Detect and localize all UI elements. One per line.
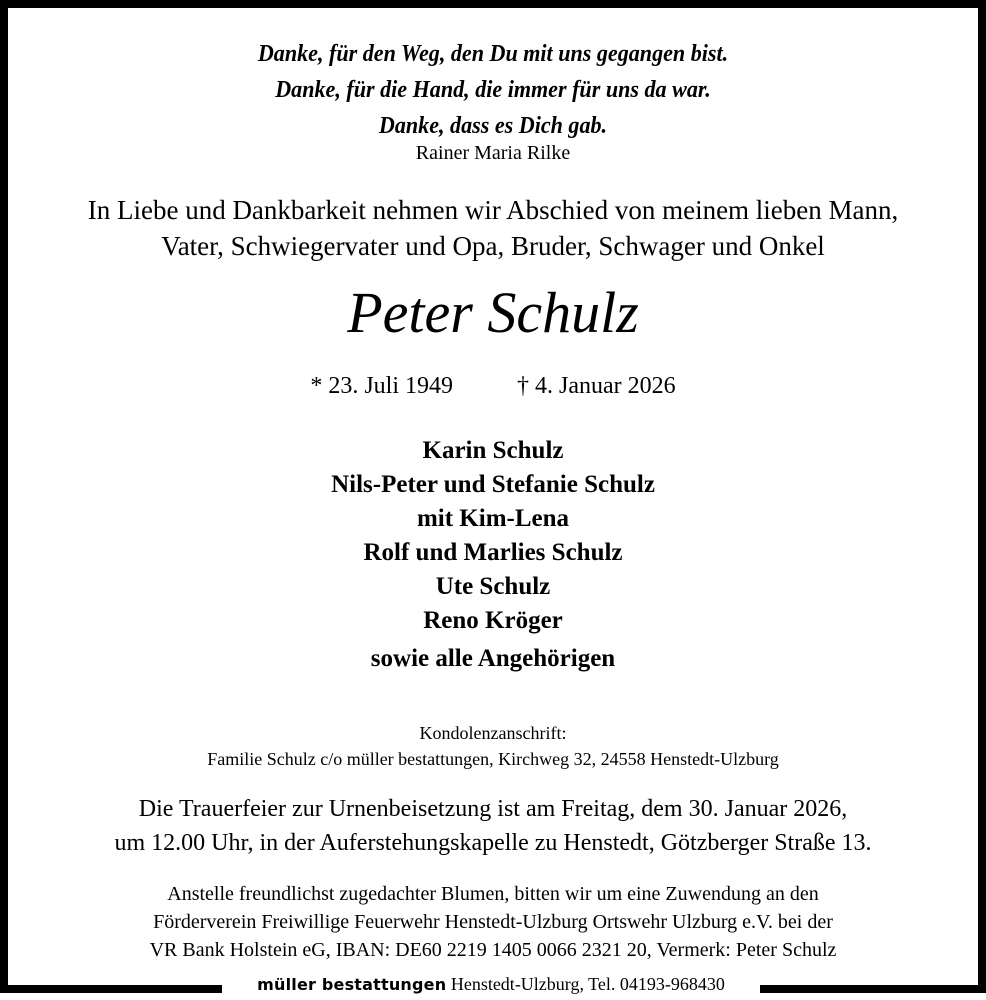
mourners-closing: sowie alle Angehörigen bbox=[370, 645, 616, 672]
funeral-home-footer bbox=[222, 972, 760, 997]
quote-line: Danke, für den Weg, den Du mit uns gegangen bist. bbox=[257, 41, 729, 67]
quote-line: Danke, für die Hand, die immer für uns da war. bbox=[275, 77, 711, 103]
farewell-intro bbox=[8, 192, 978, 264]
mourner: Ute Schulz bbox=[435, 573, 551, 600]
birth-date: * 23. Juli 1949 bbox=[310, 373, 454, 399]
intro-line: In Liebe und Dankbarkeit nehmen wir Abschied von meinem lieben Mann, bbox=[87, 195, 899, 225]
ceremony-line: um 12.00 Uhr, in der Auferstehungskapelle zu Henstedt, Götzberger Straße 13. bbox=[114, 830, 872, 856]
mourner: mit Kim-Lena bbox=[416, 505, 570, 532]
donation-line: VR Bank Holstein eG, IBAN: DE60 2219 1405 0066 2321 20, Vermerk: Peter Schulz bbox=[149, 939, 837, 961]
mourners-list bbox=[8, 434, 978, 676]
death-date: † 4. Januar 2026 bbox=[517, 373, 676, 399]
condolence-address-block bbox=[8, 720, 978, 772]
donation-line: Förderverein Freiwillige Feuerwehr Henstedt-Ulzburg Ortswehr Ulzburg e.V. bei der bbox=[153, 911, 833, 933]
intro-line: Vater, Schwiegervater und Opa, Bruder, Schwager und Onkel bbox=[161, 231, 825, 261]
frame-border-bottom-right bbox=[760, 985, 986, 993]
life-dates bbox=[8, 370, 978, 402]
frame-border-right bbox=[978, 0, 986, 993]
mourner: Karin Schulz bbox=[422, 437, 564, 464]
quote-author: Rainer Maria Rilke bbox=[415, 142, 571, 164]
mourner: Nils-Peter und Stefanie Schulz bbox=[331, 471, 655, 498]
funeral-home-logo: müller bestattungen bbox=[257, 975, 447, 994]
condolence-address: Familie Schulz c/o müller bestattungen, Kirchweg 32, 24558 Henstedt-Ulzburg bbox=[207, 749, 779, 769]
memorial-quote bbox=[47, 36, 939, 144]
funeral-ceremony-info bbox=[8, 792, 978, 860]
mourner: Rolf und Marlies Schulz bbox=[363, 539, 623, 566]
frame-border-left bbox=[0, 0, 8, 993]
frame-border-bottom-left bbox=[0, 985, 222, 993]
mourner: Reno Kröger bbox=[423, 607, 563, 634]
quote-line: Danke, dass es Dich gab. bbox=[378, 113, 608, 139]
ceremony-line: Die Trauerfeier zur Urnenbeisetzung ist am Freitag, dem 30. Januar 2026, bbox=[138, 796, 848, 822]
funeral-home-contact: Henstedt-Ulzburg, Tel. 04193-968430 bbox=[450, 974, 725, 994]
donation-line: Anstelle freundlichst zugedachter Blumen, bitten wir um eine Zuwendung an den bbox=[167, 883, 819, 905]
deceased-name: Peter Schulz bbox=[347, 280, 639, 345]
condolence-label: Kondolenzanschrift: bbox=[419, 723, 567, 743]
frame-border-top bbox=[0, 0, 986, 8]
donation-request bbox=[8, 880, 978, 964]
